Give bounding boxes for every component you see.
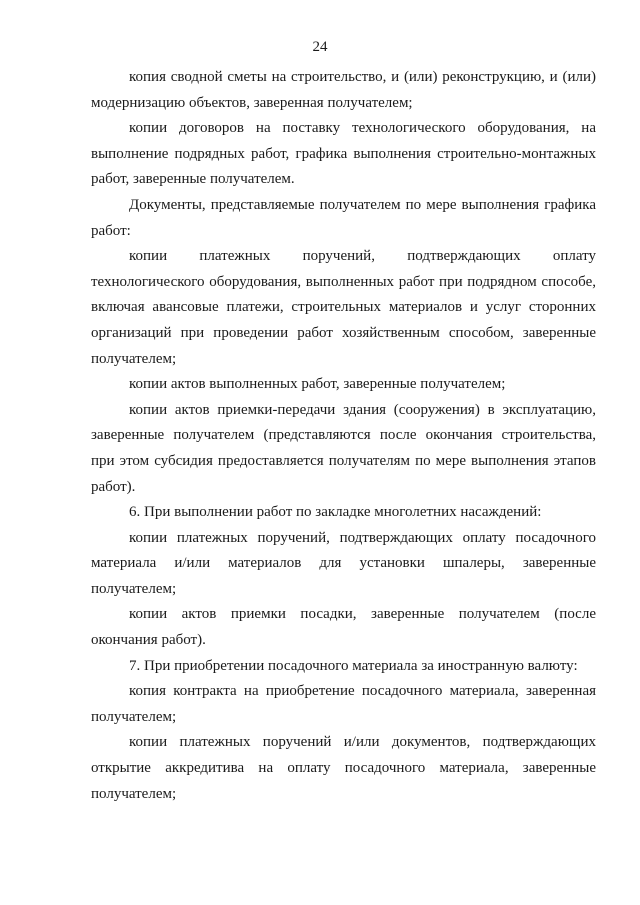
paragraph-letter-of-credit: копии платежных поручений и/или документов, подтверждающих открытие аккредитива на оплату посадочного материала, заверенные получателем;	[91, 734, 596, 802]
paragraph-section-6-heading: 6. При выполнении работ по закладке многолетних насаждений:	[129, 504, 542, 521]
paragraph-section-7-heading: 7. При приобретении посадочного материала за иностранную валюту:	[129, 657, 578, 674]
paragraph-payment-orders-equipment: копии платежных поручений, подтверждающих оплату технологического оборудования, выполненных работ при подрядном способе, включая авансовые платежи, строительных материалов и услуг сторонних организаций при проведении работ хозяйственным способом, заверенные получателем;	[91, 248, 596, 367]
paragraph-documents-by-schedule: Документы, представляемые получателем по мере выполнения графика работ:	[91, 196, 596, 239]
paragraph-summary-estimate: копия сводной сметы на строительство, и (или) реконструкцию, и (или) модернизацию объектов, заверенная получателем;	[91, 69, 596, 111]
paragraph-purchase-contract: копия контракта на приобретение посадочного материала, заверенная получателем;	[91, 683, 596, 725]
paragraph-acceptance-acts-building: копии актов приемки-передачи здания (сооружения) в эксплуатацию, заверенные получателем (представляются после окончания строительства, при этом субсидия предоставляется получателям по мере выполнения этапов работ).	[91, 401, 596, 495]
paragraph-supply-contracts: копии договоров на поставку технологического оборудования, на выполнение подрядных работ, графика выполнения строительно-монтажных работ, заверенные получателем.	[91, 120, 596, 188]
paragraph-acts-of-completed-work: копии актов выполненных работ, заверенные получателем;	[129, 376, 506, 393]
document-body	[91, 65, 596, 807]
paragraph-payment-orders-planting: копии платежных поручений, подтверждающих оплату посадочного материала и/или материалов для установки шпалеры, заверенные получателем;	[91, 529, 596, 597]
page-number: 24	[312, 39, 328, 55]
paragraph-planting-acceptance-acts: копии актов приемки посадки, заверенные получателем (после окончания работ).	[91, 606, 596, 649]
